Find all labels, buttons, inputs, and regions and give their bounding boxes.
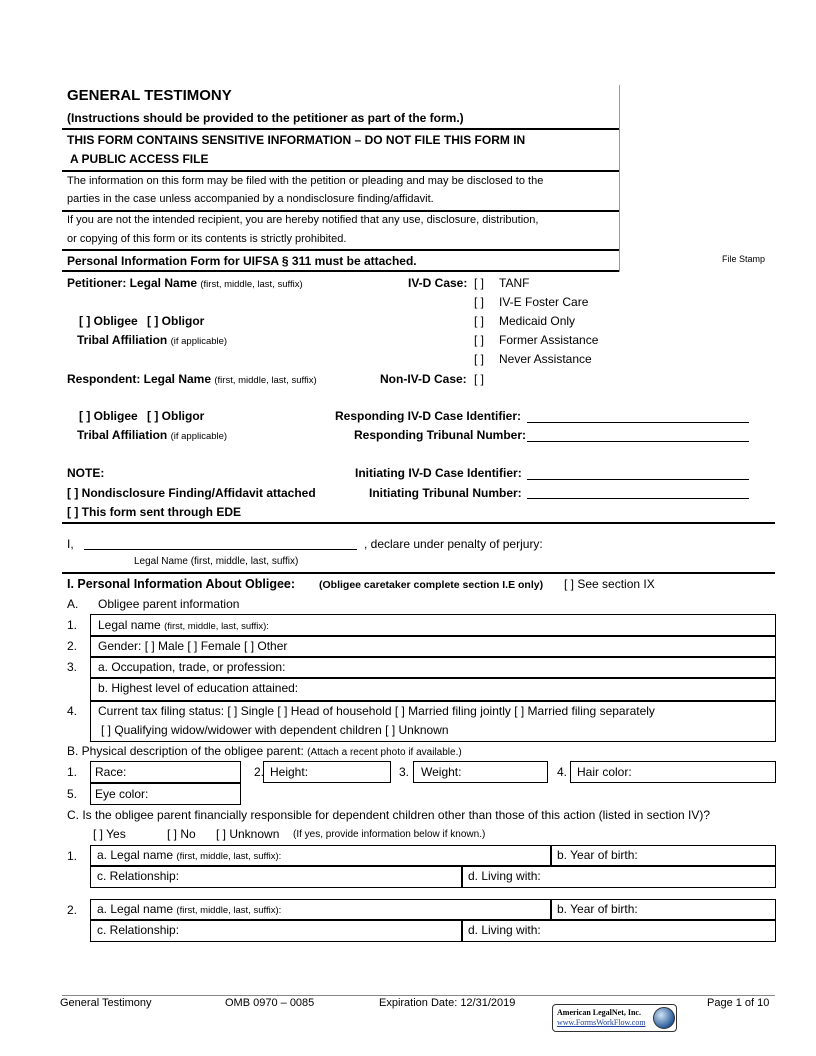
tax-status-options-line1[interactable]: Current tax filing status: [ ] Single [ ] Head of household [ ] Married filing jointly [ ] Married filing separately (98, 704, 655, 718)
respondent-tribal-affiliation: Tribal Affiliation (if applicable) (77, 428, 228, 442)
hair-color-label: Hair color: (577, 765, 632, 779)
row-number: 2. (67, 903, 78, 917)
section1-title: I. Personal Information About Obligee: (67, 577, 296, 591)
disclosure-text-line2: parties in the case unless accompanied by a nondisclosure finding/affidavit. (67, 193, 434, 205)
row-number: 4. (557, 765, 568, 779)
respondent-obligor-checkbox[interactable]: [ ] Obligor (147, 409, 205, 423)
ivd-case-label: IV-D Case: (408, 276, 468, 290)
row-number: 1. (67, 849, 78, 863)
divider (62, 249, 619, 251)
logo-company: American LegalNet, Inc. (557, 1008, 641, 1017)
divider (62, 210, 619, 212)
recipient-notice-line1: If you are not the intended recipient, you are hereby notified that any use, disclosure, distribution, (67, 214, 539, 226)
declaration-i: I, (67, 537, 74, 551)
divider (550, 899, 552, 920)
responding-tribunal-label: Responding Tribunal Number: (354, 428, 527, 442)
race-label: Race: (95, 765, 127, 779)
responding-case-id-label: Responding IV-D Case Identifier: (335, 409, 522, 423)
declaration-penalty: , declare under penalty of perjury: (364, 537, 543, 551)
file-stamp-border (619, 85, 620, 272)
sensitive-warning-line1: THIS FORM CONTAINS SENSITIVE INFORMATION – DO NOT FILE THIS FORM IN (67, 133, 526, 147)
footer-expiration: Expiration Date: 12/31/2019 (379, 997, 516, 1009)
initiating-case-id-label: Initiating IV-D Case Identifier: (355, 466, 522, 480)
row-number: 5. (67, 787, 78, 801)
divider (62, 572, 775, 574)
initiating-tribunal-field[interactable] (527, 498, 749, 499)
ivd-option-checkbox[interactable]: [ ] (474, 295, 485, 309)
child-year-of-birth-field[interactable]: b. Year of birth: (557, 902, 638, 916)
row-number: 3. (399, 765, 410, 779)
row-number: 4. (67, 704, 78, 718)
child-relationship-field[interactable]: c. Relationship: (97, 869, 180, 883)
see-section-ix-checkbox[interactable]: [ ] See section IX (564, 577, 655, 591)
responding-tribunal-field[interactable] (527, 441, 749, 442)
subsection-a-letter: A. (67, 597, 79, 611)
divider (90, 700, 776, 702)
footer-rule (62, 995, 775, 996)
logo-url[interactable]: www.FormsWorkFlow.com (557, 1018, 646, 1027)
divider (62, 170, 619, 172)
divider (90, 635, 776, 637)
declarant-name-hint: Legal Name (first, middle, last, suffix) (134, 556, 299, 567)
non-ivd-checkbox[interactable]: [ ] (474, 372, 485, 386)
divider (62, 522, 775, 524)
initiating-case-id-field[interactable] (527, 479, 749, 480)
respondent-label: Respondent: Legal Name (first, middle, last, suffix) (67, 372, 317, 386)
petitioner-obligor-checkbox[interactable]: [ ] Obligor (147, 314, 205, 328)
divider (90, 656, 776, 658)
c-hint: (If yes, provide information below if known.) (293, 829, 486, 840)
initiating-tribunal-label: Initiating Tribunal Number: (369, 486, 522, 500)
footer-omb: OMB 0970 – 0085 (225, 997, 315, 1009)
ivd-option-checkbox[interactable]: [ ] (474, 276, 485, 290)
divider (461, 865, 463, 888)
page-title: GENERAL TESTIMONY (67, 87, 232, 104)
ivd-option-checkbox[interactable]: [ ] (474, 352, 485, 366)
eye-color-label: Eye color: (95, 787, 149, 801)
petitioner-label: Petitioner: Legal Name (first, middle, last, suffix) (67, 276, 303, 290)
child-relationship-field[interactable]: c. Relationship: (97, 923, 180, 937)
recipient-notice-line2: or copying of this form or its contents is strictly prohibited. (67, 233, 347, 245)
child-legal-name-field[interactable]: a. Legal name (first, middle, last, suffix): (97, 902, 282, 916)
child-living-with-field[interactable]: d. Living with: (468, 923, 541, 937)
tax-status-options-line2[interactable]: [ ] Qualifying widow/widower with dependent children [ ] Unknown (101, 723, 449, 737)
footer-form-name: General Testimony (60, 997, 152, 1009)
attach-note: Personal Information Form for UIFSA § 311 must be attached. (67, 254, 417, 268)
divider (90, 865, 776, 867)
responding-case-id-field[interactable] (527, 422, 749, 423)
row-number: 2. (254, 765, 265, 779)
ede-checkbox[interactable]: [ ] This form sent through EDE (67, 505, 241, 519)
ivd-option-label: Medicaid Only (499, 314, 576, 328)
subsection-c-question: C. Is the obligee parent financially responsible for dependent children other than those of this action (listed in section IV)? (67, 808, 711, 822)
globe-icon (653, 1007, 675, 1029)
ivd-option-checkbox[interactable]: [ ] (474, 314, 485, 328)
c-no-checkbox[interactable]: [ ] No (167, 827, 196, 841)
instructions-note: (Instructions should be provided to the petitioner as part of the form.) (67, 111, 464, 125)
row-number: 1. (67, 618, 78, 632)
sensitive-warning-line2: A PUBLIC ACCESS FILE (70, 152, 209, 166)
declarant-name-field[interactable] (84, 549, 357, 550)
divider (90, 677, 776, 679)
c-yes-checkbox[interactable]: [ ] Yes (93, 827, 126, 841)
child-legal-name-field[interactable]: a. Legal name (first, middle, last, suffix): (97, 848, 282, 862)
file-stamp-label: File Stamp (722, 254, 766, 264)
row-number: 3. (67, 660, 78, 674)
row-number: 2. (67, 639, 78, 653)
section1-caretaker-note: (Obligee caretaker complete section I.E only) (319, 579, 544, 591)
respondent-obligee-checkbox[interactable]: [ ] Obligee (79, 409, 138, 423)
c-unknown-checkbox[interactable]: [ ] Unknown (216, 827, 280, 841)
occupation-field[interactable]: a. Occupation, trade, or profession: (98, 660, 286, 674)
disclosure-text-line1: The information on this form may be filed with the petition or pleading and may be disclosed to the (67, 175, 544, 187)
footer-page-number: Page 1 of 10 (707, 997, 770, 1009)
non-ivd-case-label: Non-IV-D Case: (380, 372, 467, 386)
gender-options[interactable]: Gender: [ ] Male [ ] Female [ ] Other (98, 639, 288, 653)
ivd-option-label: Never Assistance (499, 352, 592, 366)
nondisclosure-checkbox[interactable]: [ ] Nondisclosure Finding/Affidavit attached (67, 486, 316, 500)
ivd-option-label: IV-E Foster Care (499, 295, 589, 309)
petitioner-tribal-affiliation: Tribal Affiliation (if applicable) (77, 333, 228, 347)
divider (461, 919, 463, 942)
subsection-b-title: B. Physical description of the obligee parent: (Attach a recent photo if available.) (67, 744, 462, 758)
divider (550, 845, 552, 866)
legal-name-field[interactable]: Legal name (first, middle, last, suffix): (98, 618, 269, 632)
weight-label: Weight: (421, 765, 462, 779)
ivd-option-label: TANF (499, 276, 530, 290)
note-label: NOTE: (67, 466, 105, 480)
row-number: 1. (67, 765, 78, 779)
ivd-option-label: Former Assistance (499, 333, 599, 347)
divider (62, 270, 619, 272)
ivd-option-checkbox[interactable]: [ ] (474, 333, 485, 347)
height-label: Height: (270, 765, 309, 779)
american-legalnet-logo (552, 1004, 677, 1032)
divider (90, 919, 776, 921)
child-living-with-field[interactable]: d. Living with: (468, 869, 541, 883)
child-year-of-birth-field[interactable]: b. Year of birth: (557, 848, 638, 862)
petitioner-obligee-checkbox[interactable]: [ ] Obligee (79, 314, 138, 328)
divider (62, 128, 619, 130)
education-field[interactable]: b. Highest level of education attained: (98, 681, 299, 695)
subsection-a-title: Obligee parent information (98, 597, 240, 611)
